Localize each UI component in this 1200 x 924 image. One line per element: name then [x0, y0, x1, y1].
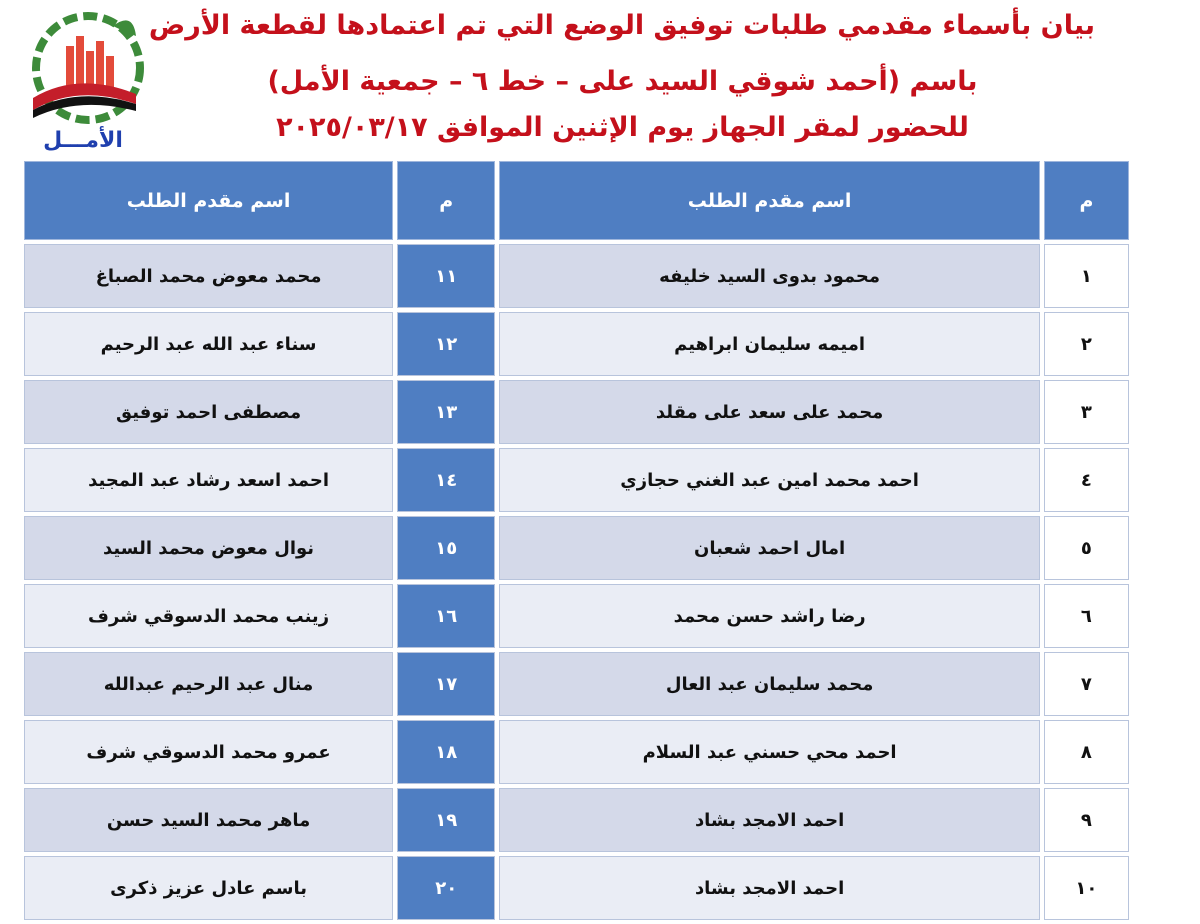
table-row [24, 856, 1129, 920]
applicant-name: زينب محمد الدسوقي شرف [24, 584, 393, 648]
applicant-name: احمد محي حسني عبد السلام [499, 720, 1039, 784]
row-number: ١٢ [397, 312, 495, 376]
association-logo [18, 6, 148, 156]
row-number: ١٩ [397, 788, 495, 852]
document-title: بيان بأسماء مقدمي طلبات توفيق الوضع التي تم اعتمادها لقطعة الأرض [148, 10, 1095, 41]
applicants-table [20, 157, 1133, 924]
column-header-number: م [1044, 161, 1129, 240]
attendance-date-line: للحضور لمقر الجهاز يوم الإثنين الموافق ٢٠٢٥/٠٣/١٧ [276, 112, 969, 143]
applicant-name: عمرو محمد الدسوقي شرف [24, 720, 393, 784]
row-number: ١٦ [397, 584, 495, 648]
table-row [24, 244, 1129, 308]
applicant-name: اميمه سليمان ابراهيم [499, 312, 1039, 376]
table-row [24, 448, 1129, 512]
table-row [24, 720, 1129, 784]
row-number: ١٠ [1044, 856, 1129, 920]
applicant-name: رضا راشد حسن محمد [499, 584, 1039, 648]
row-number: ٩ [1044, 788, 1129, 852]
table-row [24, 312, 1129, 376]
applicant-name: نوال معوض محمد السيد [24, 516, 393, 580]
table-row [24, 652, 1129, 716]
row-number: ٢٠ [397, 856, 495, 920]
applicant-name: احمد الامجد بشاد [499, 856, 1039, 920]
row-number: ١٨ [397, 720, 495, 784]
applicant-name: منال عبد الرحيم عبدالله [24, 652, 393, 716]
applicant-name: امال احمد شعبان [499, 516, 1039, 580]
applicant-name: احمد محمد امين عبد الغني حجازي [499, 448, 1039, 512]
table-header-row [24, 161, 1129, 240]
row-number: ٣ [1044, 380, 1129, 444]
land-owner-line: باسم (أحمد شوقي السيد على – خط ٦ – جمعية الأمل) [267, 66, 978, 97]
row-number: ٥ [1044, 516, 1129, 580]
table-row [24, 584, 1129, 648]
column-header-name: اسم مقدم الطلب [24, 161, 393, 240]
applicant-name: محمود بدوى السيد خليفه [499, 244, 1039, 308]
column-header-name: اسم مقدم الطلب [499, 161, 1039, 240]
applicant-name: محمد معوض محمد الصباغ [24, 244, 393, 308]
applicant-name: محمد سليمان عبد العال [499, 652, 1039, 716]
row-number: ١٥ [397, 516, 495, 580]
row-number: ١ [1044, 244, 1129, 308]
column-header-number: م [397, 161, 495, 240]
applicant-name: سناء عبد الله عبد الرحيم [24, 312, 393, 376]
applicant-name: باسم عادل عزيز ذكرى [24, 856, 393, 920]
row-number: ١٤ [397, 448, 495, 512]
applicant-name: احمد الامجد بشاد [499, 788, 1039, 852]
applicant-name: مصطفى احمد توفيق [24, 380, 393, 444]
table-row [24, 788, 1129, 852]
row-number: ١٣ [397, 380, 495, 444]
row-number: ٤ [1044, 448, 1129, 512]
logo-text: الأمـــل [43, 128, 123, 153]
applicant-name: احمد اسعد رشاد عبد المجيد [24, 448, 393, 512]
row-number: ٧ [1044, 652, 1129, 716]
row-number: ٦ [1044, 584, 1129, 648]
row-number: ٨ [1044, 720, 1129, 784]
row-number: ١٧ [397, 652, 495, 716]
applicant-name: محمد على سعد على مقلد [499, 380, 1039, 444]
table-row [24, 516, 1129, 580]
logo-emblem-icon [18, 6, 148, 131]
table-row [24, 380, 1129, 444]
row-number: ١١ [397, 244, 495, 308]
row-number: ٢ [1044, 312, 1129, 376]
applicant-name: ماهر محمد السيد حسن [24, 788, 393, 852]
